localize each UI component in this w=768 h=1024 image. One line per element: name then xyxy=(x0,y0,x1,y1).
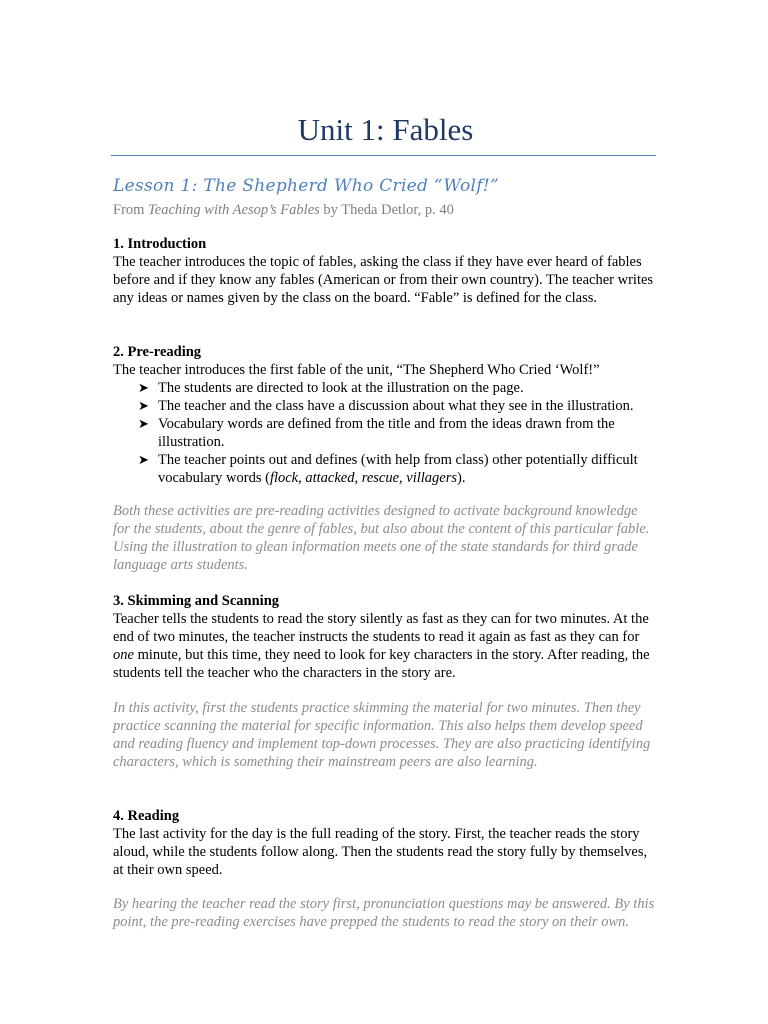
body-text-part: minute, but this time, they need to look for key characters in the story. After reading, the students tell the teacher who the characters in the story are. xyxy=(113,647,650,681)
section-body xyxy=(113,610,658,682)
list-item-text: The teacher and the class have a discussion about what they see in the illustration. xyxy=(158,398,634,414)
source-suffix: by Theda Detlor, p. 40 xyxy=(319,202,454,218)
list-item xyxy=(113,451,658,487)
arrowhead-bullet-icon: ➤ xyxy=(138,380,149,395)
section-reading xyxy=(113,807,658,879)
list-item xyxy=(113,397,658,415)
vocabulary-words: flock, attacked, rescue, villagers xyxy=(269,470,458,486)
source-citation xyxy=(113,200,454,220)
list-item-text: The students are directed to look at the illustration on the page. xyxy=(158,380,524,396)
list-item-text: Vocabulary words are defined from the title and from the ideas drawn from the illustration. xyxy=(158,416,615,450)
body-text-part: Teacher tells the students to read the story silently as fast as they can for two minutes. At the end of two minutes, the teacher instructs the students to read it again as fast as they can for xyxy=(113,611,649,645)
emphasis-text: one xyxy=(113,647,134,663)
section-heading: 3. Skimming and Scanning xyxy=(113,593,280,609)
section-body: The last activity for the day is the full reading of the story. First, the teacher reads the story aloud, while the students follow along. Then the students read the story fully by themselves, at their own speed. xyxy=(113,826,648,878)
source-prefix: From xyxy=(113,202,149,218)
teaching-note: By hearing the teacher read the story first, pronunciation questions may be answered. By this point, the pre-reading exercises have prepped the students to read the story on their own. xyxy=(113,896,655,930)
section-heading: 1. Introduction xyxy=(113,236,207,252)
teaching-note: Both these activities are pre-reading activities designed to activate background knowledge for the students, about the genre of fables, but also about the content of this particular fable. Using the illustration to glean information meets one of the state standards for third grade language arts students. xyxy=(113,503,650,573)
teaching-note: In this activity, first the students practice skimming the material for two minutes. Then they practice scanning the material for specific information. This also helps them develop speed and reading fluency and implement top-down processes. They are also practicing identifying characters, which is something their mainstream peers are also learning. xyxy=(113,700,651,770)
source-book-title: Teaching with Aesop’s Fables xyxy=(148,202,320,218)
section-heading: 4. Reading xyxy=(113,808,180,824)
list-item xyxy=(113,379,658,397)
section-introduction xyxy=(113,235,658,307)
list-item xyxy=(113,415,658,451)
list-item-suffix: ). xyxy=(457,470,466,486)
title-divider xyxy=(111,155,656,156)
page-title: Unit 1: Fables xyxy=(297,112,474,147)
arrowhead-bullet-icon: ➤ xyxy=(138,398,149,413)
arrowhead-bullet-icon: ➤ xyxy=(138,416,149,431)
section-body: The teacher introduces the first fable of the unit, “The Shepherd Who Cried ‘Wolf!” xyxy=(113,362,600,378)
section-heading: 2. Pre-reading xyxy=(113,344,202,360)
lesson-heading: Lesson 1: The Shepherd Who Cried “Wolf!” xyxy=(113,176,499,196)
list-item-text: The teacher points out and defines (with help from class) other potentially difficult vocabulary words ( xyxy=(158,452,638,486)
section-body: The teacher introduces the topic of fables, asking the class if they have ever heard of fables before and if they know any fables (American or from their own country). The teacher writes any ideas or names given by the class on the board. “Fable” is defined for the class. xyxy=(113,254,654,306)
bullet-list xyxy=(113,379,658,487)
arrowhead-bullet-icon: ➤ xyxy=(138,452,149,467)
section-prereading xyxy=(113,343,658,487)
section-skimming-scanning xyxy=(113,592,658,682)
